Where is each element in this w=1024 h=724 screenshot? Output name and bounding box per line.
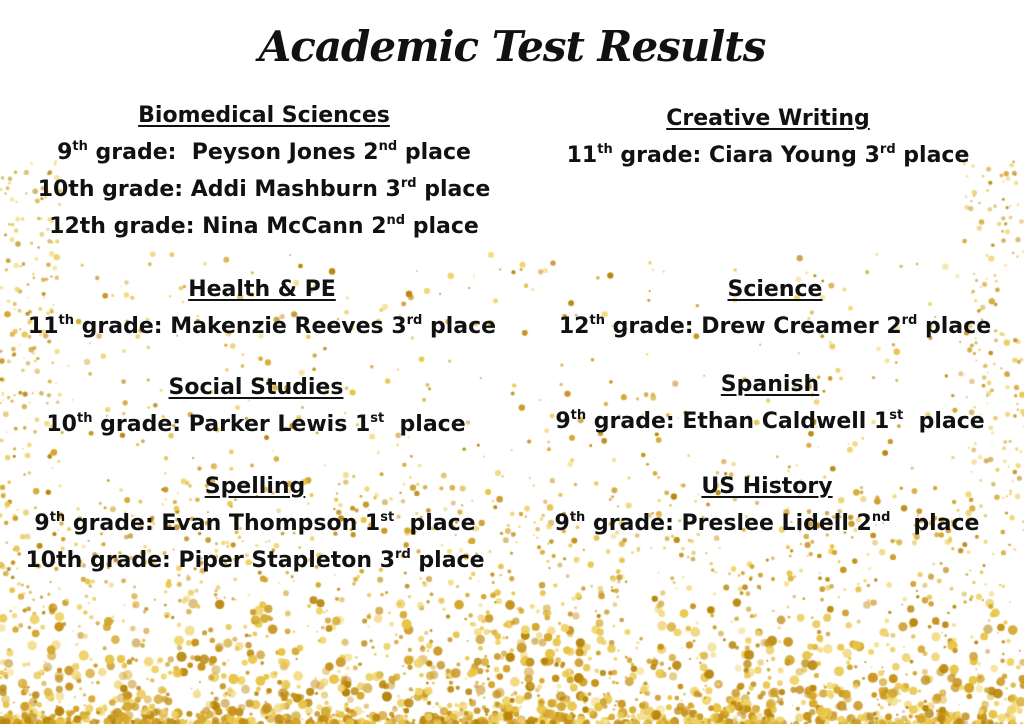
section-us-history: [507, 468, 1024, 542]
result-entry: [2, 308, 522, 345]
result-entry: [510, 403, 1024, 440]
section-health-pe: [2, 271, 522, 345]
place-suffix: nd: [871, 510, 891, 525]
result-entry: [508, 137, 1024, 174]
student-name: grade: Peyson Jones 2: [87, 140, 379, 165]
student-name: grade: Drew Creamer 2: [604, 314, 902, 339]
student-name: grade: Makenzie Reeves 3: [74, 314, 407, 339]
student-name: grade: Piper Stapleton 3: [82, 548, 396, 573]
section-creative-writing: [508, 100, 1024, 174]
result-entry: [4, 171, 524, 208]
place-label: place: [895, 143, 970, 168]
place-suffix: st: [889, 408, 904, 423]
place-label: place: [384, 412, 466, 437]
section-heading: Spelling: [204, 474, 306, 499]
grade-number: 10th: [25, 548, 83, 573]
section-heading: Social Studies: [168, 375, 344, 400]
place-label: place: [917, 314, 992, 339]
grade-number: 11: [566, 143, 598, 168]
section-heading: Health & PE: [188, 277, 336, 302]
section-heading: Science: [727, 277, 823, 302]
section-heading: Biomedical Sciences: [138, 103, 390, 128]
grade-number: 10: [46, 412, 77, 437]
place-suffix: rd: [901, 313, 918, 328]
section-biomedical-sciences: [4, 97, 524, 245]
result-entry: [0, 406, 516, 443]
place-label: place: [410, 548, 485, 573]
grade-suffix: th: [569, 510, 586, 525]
place-suffix: st: [370, 411, 385, 426]
grade-number: 9: [34, 511, 50, 536]
place-label: place: [394, 511, 476, 536]
grade-number: 9: [554, 511, 570, 536]
grade-number: 9: [57, 140, 73, 165]
student-name: grade: Parker Lewis 1: [92, 412, 371, 437]
place-suffix: rd: [395, 547, 411, 562]
result-entry: [507, 505, 1024, 542]
place-label: place: [397, 140, 471, 165]
place-suffix: rd: [879, 142, 896, 157]
student-name: grade: Nina McCann 2: [105, 214, 387, 239]
place-label: place: [416, 177, 491, 202]
place-label: place: [903, 409, 985, 434]
result-entry: [0, 542, 515, 579]
grade-suffix: th: [72, 139, 88, 154]
section-spelling: [0, 468, 515, 579]
place-label: place: [890, 511, 980, 536]
student-name: grade: Ciara Young 3: [612, 143, 880, 168]
result-entry: [515, 308, 1024, 345]
grade-number: 12th: [49, 214, 106, 239]
student-name: grade: Ethan Caldwell 1: [586, 409, 890, 434]
grade-suffix: th: [58, 313, 74, 328]
grade-suffix: th: [597, 142, 613, 157]
place-suffix: rd: [400, 176, 417, 191]
grade-number: 10th: [37, 177, 95, 202]
grade-suffix: th: [570, 408, 587, 423]
place-label: place: [405, 214, 479, 239]
page-title: Academic Test Results: [258, 22, 766, 71]
section-spanish: [510, 366, 1024, 440]
section-heading: Spanish: [720, 372, 820, 397]
student-name: grade: Preslee Lidell 2: [585, 511, 872, 536]
place-suffix: nd: [386, 213, 406, 228]
place-suffix: rd: [406, 313, 423, 328]
grade-number: 12: [558, 314, 590, 339]
section-heading: Creative Writing: [666, 106, 870, 131]
student-name: grade: Evan Thompson 1: [65, 511, 381, 536]
student-name: grade: Addi Mashburn 3: [94, 177, 401, 202]
result-entry: [0, 505, 515, 542]
place-suffix: st: [380, 510, 395, 525]
grade-suffix: th: [76, 411, 93, 426]
result-entry: [4, 208, 524, 245]
grade-suffix: th: [49, 510, 66, 525]
place-suffix: nd: [378, 139, 398, 154]
grade-suffix: th: [589, 313, 605, 328]
grade-number: 9: [555, 409, 571, 434]
place-label: place: [422, 314, 497, 339]
result-entry: [4, 134, 524, 171]
section-science: [515, 271, 1024, 345]
section-heading: US History: [701, 474, 833, 499]
grade-number: 11: [27, 314, 59, 339]
section-social-studies: [0, 369, 516, 443]
